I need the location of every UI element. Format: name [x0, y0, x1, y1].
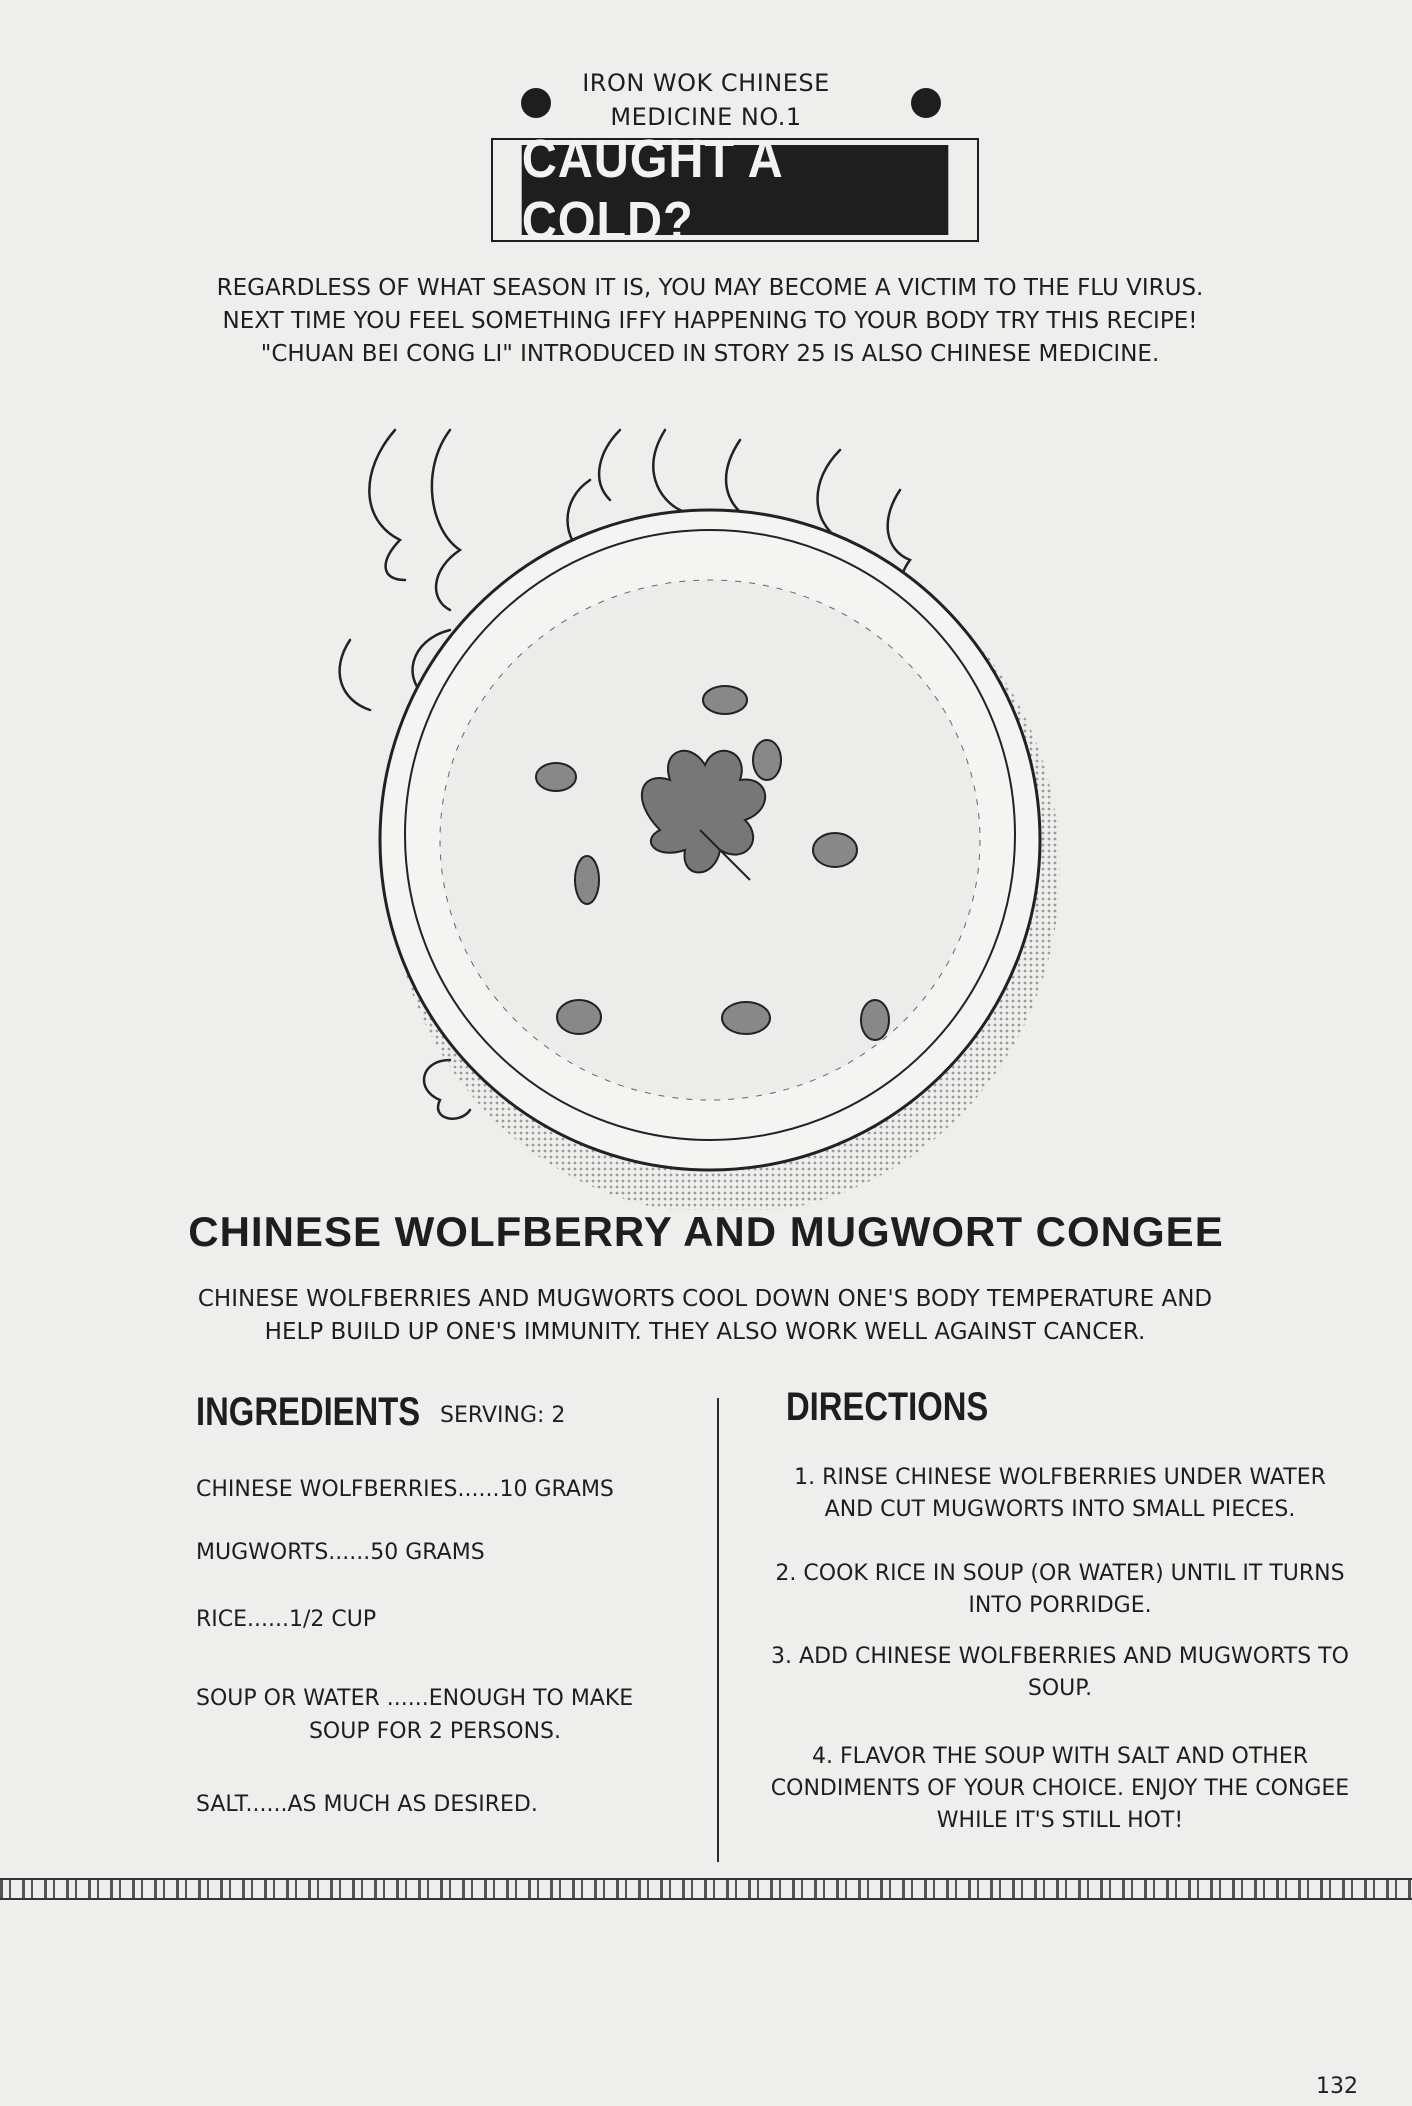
- serving-label: SERVING: 2: [440, 1403, 566, 1428]
- ingredient-item: CHINESE WOLFBERRIES......10 GRAMS: [196, 1477, 614, 1502]
- ingredient-item: SALT......AS MUCH AS DESIRED.: [196, 1792, 538, 1817]
- page-title: CAUGHT A COLD?: [522, 145, 949, 235]
- ingredient-item: RICE......1/2 CUP: [196, 1607, 377, 1632]
- congee-bowl-illustration: [320, 410, 1100, 1210]
- direction-step: 1. RINSE CHINESE WOLFBERRIES UNDER WATER AND CUT MUGWORTS INTO SMALL PIECES.: [794, 1465, 1326, 1522]
- intro-paragraph: REGARDLESS OF WHAT SEASON IT IS, YOU MAY BECOME A VICTIM TO THE FLU VIRUS. NEXT TIME YOU FEEL SOMETHING IFFY HAPPENING TO YOUR BODY TRY THIS RECIPE! "CHUAN BEI CONG LI" INTRODUCED IN STORY 25 IS ALSO CHINESE MEDICINE.: [216, 275, 1204, 367]
- ingredient-item: SOUP OR WATER ......ENOUGH TO MAKE: [196, 1686, 634, 1711]
- column-divider: [717, 1398, 719, 1862]
- ingredient-item: MUGWORTS......50 GRAMS: [196, 1540, 485, 1565]
- dish-description: CHINESE WOLFBERRIES AND MUGWORTS COOL DOWN ONE'S BODY TEMPERATURE AND HELP BUILD UP ONE'S IMMUNITY. THEY ALSO WORK WELL AGAINST CANCER.: [197, 1286, 1213, 1345]
- title-banner: [491, 129, 979, 251]
- decorative-border: [0, 1878, 1412, 1900]
- direction-step: 3. ADD CHINESE WOLFBERRIES AND MUGWORTS TO SOUP.: [771, 1644, 1349, 1701]
- page-number: 132: [1316, 2074, 1358, 2099]
- direction-step: 4. FLAVOR THE SOUP WITH SALT AND OTHER CONDIMENTS OF YOUR CHOICE. ENJOY THE CONGEE WHILE IT'S STILL HOT!: [770, 1744, 1350, 1833]
- series-line-1: IRON WOK CHINESE: [582, 69, 830, 97]
- ingredients-heading: INGREDIENTS: [196, 1390, 421, 1434]
- direction-step: 2. COOK RICE IN SOUP (OR WATER) UNTIL IT TURNS INTO PORRIDGE.: [775, 1561, 1345, 1618]
- dish-title: CHINESE WOLFBERRY AND MUGWORT CONGEE: [188, 1208, 1224, 1255]
- series-label: [0, 66, 1412, 134]
- series-line-2: MEDICINE NO.1: [610, 103, 802, 131]
- ingredient-item: SOUP FOR 2 PERSONS.: [308, 1719, 562, 1744]
- directions-heading: DIRECTIONS: [786, 1385, 989, 1429]
